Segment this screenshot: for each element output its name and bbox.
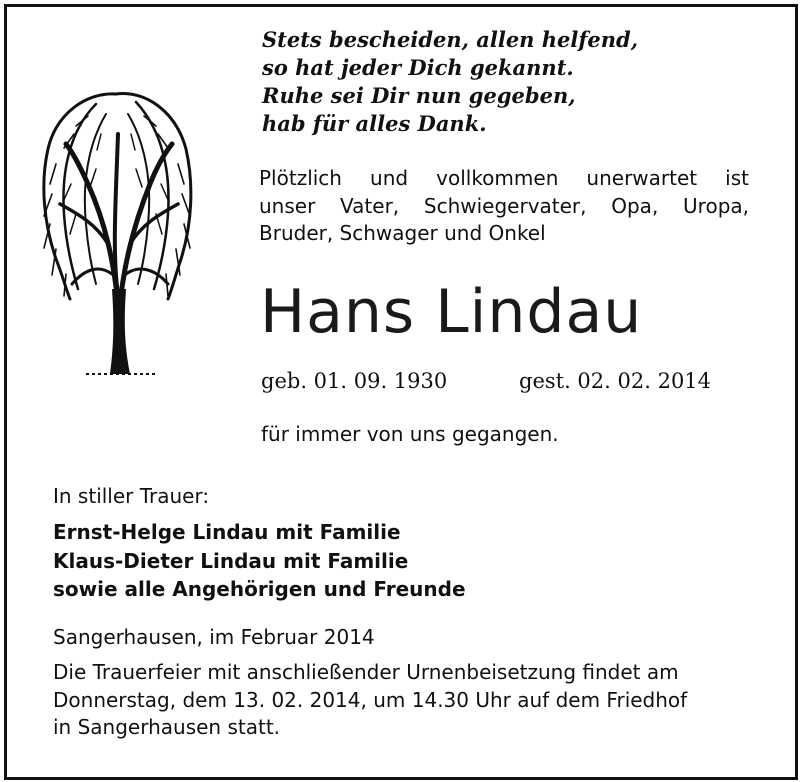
intro-line: Plötzlich und vollkommen unerwartet ist [259, 166, 749, 190]
funeral-line: Donnerstag, dem 13. 02. 2014, um 14.30 Uhr auf dem Friedhof [53, 687, 688, 712]
deceased-name: Hans Lindau [260, 277, 643, 347]
place-date: Sangerhausen, im Februar 2014 [53, 625, 375, 649]
mourner: sowie alle Angehörigen und Freunde [53, 577, 466, 601]
poem-line: Stets bescheiden, allen helfend, [262, 27, 639, 52]
announcement-intro [259, 165, 749, 248]
passed-text: für immer von uns gegangen. [261, 422, 559, 446]
memorial-poem [262, 26, 638, 138]
mourner: Ernst-Helge Lindau mit Familie [53, 520, 401, 544]
intro-line: unser Vater, Schwiegervater, Opa, Uropa, [259, 193, 749, 218]
life-dates [261, 367, 712, 395]
mourner: Klaus-Dieter Lindau mit Familie [53, 548, 409, 573]
intro-line: Bruder, Schwager und Onkel [259, 221, 546, 245]
funeral-line: in Sangerhausen statt. [53, 715, 281, 739]
weeping-tree-icon [26, 74, 206, 379]
poem-line: hab für alles Dank. [262, 111, 487, 136]
funeral-info [53, 659, 747, 742]
poem-line: so hat jeder Dich gekannt. [262, 55, 574, 80]
mourning-label: In stiller Trauer: [53, 484, 210, 508]
poem-line: Ruhe sei Dir nun gegeben, [262, 83, 576, 108]
birth-date: geb. 01. 09. 1930 [261, 369, 448, 393]
death-date: gest. 02. 02. 2014 [519, 369, 712, 393]
mourners-list [53, 518, 466, 604]
funeral-line: Die Trauerfeier mit anschließender Urnenbeisetzung findet am [53, 660, 679, 684]
